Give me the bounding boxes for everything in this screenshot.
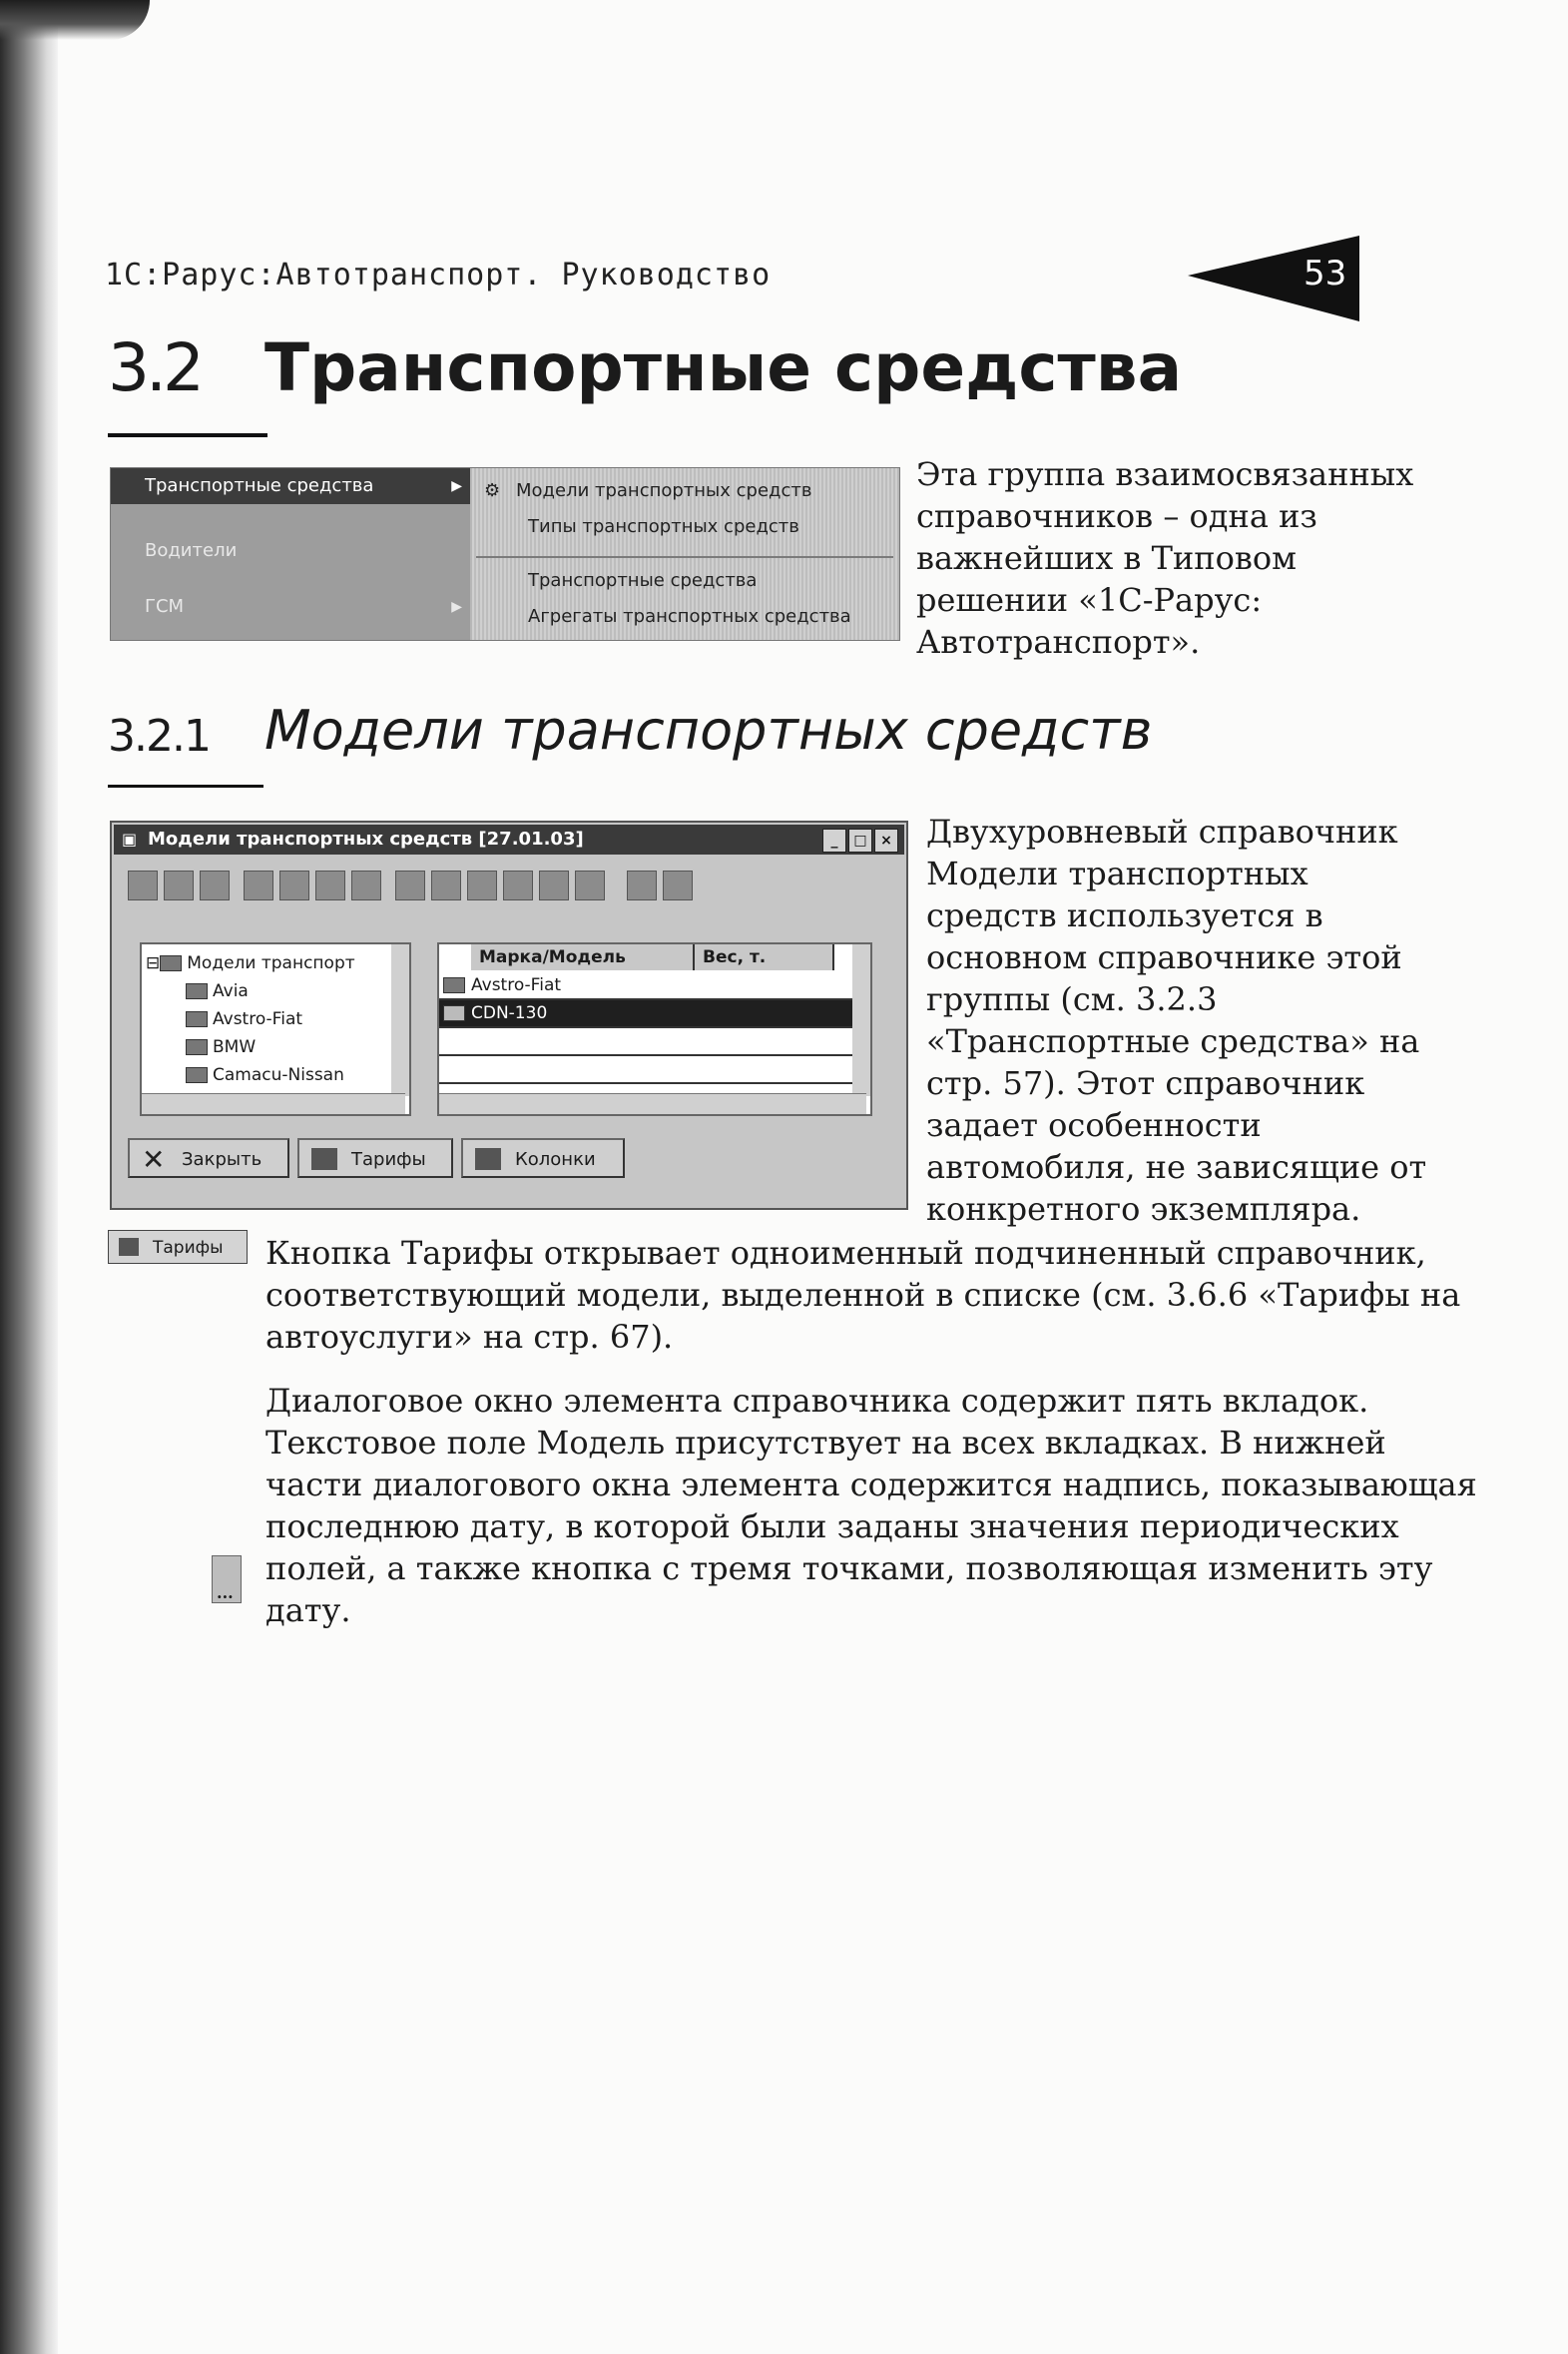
- running-title: 1С:Рарус:Автотранспорт. Руководство: [105, 258, 772, 293]
- table-row-empty: [439, 1056, 870, 1084]
- folder-icon: [186, 983, 208, 999]
- subsection-number: 3.2.1: [108, 711, 210, 762]
- tariffs-button-margin-icon: [108, 1230, 248, 1264]
- table-cell: Avstro-Fiat: [471, 975, 562, 995]
- menu-screenshot: [110, 467, 900, 641]
- text-line: автомобиля, не зависящие от: [926, 1148, 1427, 1186]
- page-number: 53: [1304, 254, 1347, 294]
- submenu-separator: [476, 556, 893, 558]
- text-line: дату.: [265, 1591, 351, 1629]
- text-line: важнейших в Типовом: [916, 539, 1298, 577]
- section-rule: [108, 433, 267, 437]
- tree-item-label: Модели транспорт: [187, 953, 355, 973]
- tree-item-root[interactable]: [146, 950, 355, 976]
- toolbar-list-icon[interactable]: [575, 871, 605, 900]
- tree-vertical-scrollbar[interactable]: [391, 944, 409, 1096]
- button-label: Закрыть: [182, 1149, 262, 1170]
- text-line: соответствующий модели, выделенной в списке (см. 3.6.6 «Тарифы на: [265, 1276, 1461, 1314]
- window-title: Модели транспортных средств [27.01.03]: [148, 829, 584, 850]
- models-icon: ⚙: [484, 480, 501, 501]
- toolbar-tree-icon[interactable]: [539, 871, 569, 900]
- models-window-screenshot: [110, 821, 908, 1210]
- tree-item-label: Avia: [213, 981, 249, 1001]
- folder-icon: [186, 1067, 208, 1083]
- toolbar-sort-icon[interactable]: [431, 871, 461, 900]
- folder-icon: [186, 1011, 208, 1027]
- text-line: Текстовое поле Модель присутствует на всех вкладках. В нижней: [265, 1424, 1386, 1462]
- tree-item[interactable]: [186, 1062, 344, 1088]
- dots-label: ...: [217, 1583, 234, 1602]
- window-title-bar: [114, 825, 904, 855]
- text-line: Эта группа взаимосвязанных: [916, 455, 1414, 493]
- menu-main-panel: [111, 468, 470, 640]
- toolbar-move-icon[interactable]: [351, 871, 381, 900]
- submenu-item-label: Модели транспортных средств: [516, 480, 812, 501]
- menu-item-drivers[interactable]: [111, 526, 470, 576]
- toolbar-search-icon[interactable]: [244, 871, 273, 900]
- toolbar-folder-icon[interactable]: [164, 871, 194, 900]
- text-line: автоуслуги» на стр. 67).: [265, 1318, 674, 1356]
- text-line: Модели транспортных: [926, 855, 1308, 892]
- menu-item-vehicles[interactable]: [111, 468, 470, 504]
- text-line: конкретного экземпляра.: [926, 1190, 1361, 1228]
- column-header-model[interactable]: Марка/Модель: [471, 944, 695, 970]
- text-line: справочников – одна из: [916, 497, 1317, 535]
- text-line: решении «1С-Рарус:: [916, 581, 1263, 619]
- tree-item-label: Camacu-Nissan: [213, 1065, 344, 1085]
- table-horizontal-scrollbar[interactable]: [439, 1093, 866, 1114]
- table-row-empty: [439, 1028, 870, 1056]
- tariffs-button[interactable]: [297, 1138, 453, 1178]
- submenu-item-aggregates[interactable]: [472, 600, 897, 634]
- table-row-selected[interactable]: [439, 1000, 870, 1028]
- submenu-arrow-icon: ▶: [451, 478, 462, 494]
- toolbar-new-icon[interactable]: [128, 871, 158, 900]
- model-table: [437, 942, 872, 1116]
- text-line: группы (см. 3.2.3: [926, 980, 1218, 1018]
- menu-item-label: ГСМ: [145, 596, 185, 617]
- tree-item-label: Avstro-Fiat: [213, 1009, 303, 1029]
- book-spine-shadow: [0, 0, 58, 2354]
- text-line: полей, а также кнопка с тремя точками, позволяющая изменить эту: [265, 1549, 1433, 1587]
- submenu-item-models[interactable]: [472, 474, 897, 508]
- maximize-button[interactable]: □: [848, 829, 872, 853]
- dialog-paragraph: [265, 1380, 1477, 1631]
- table-vertical-scrollbar[interactable]: [852, 944, 870, 1096]
- text-line: задает особенности: [926, 1106, 1262, 1144]
- columns-button[interactable]: [461, 1138, 625, 1178]
- collapse-icon: ⊟: [146, 953, 161, 973]
- section-intro: [916, 453, 1413, 663]
- submenu-item-types[interactable]: [472, 510, 897, 544]
- menu-item-fuel[interactable]: [111, 582, 470, 632]
- toolbar-export-icon[interactable]: [503, 871, 533, 900]
- subsection-title: Модели транспортных средств: [264, 699, 1153, 762]
- button-label: Тарифы: [153, 1238, 224, 1258]
- tree-item-label: BMW: [213, 1037, 257, 1057]
- button-label: Колонки: [515, 1149, 596, 1170]
- window-app-icon: ▣: [122, 830, 138, 849]
- text-line: Автотранспорт».: [916, 623, 1201, 661]
- close-button[interactable]: ×: [874, 829, 898, 853]
- menu-item-label: Водители: [145, 540, 238, 561]
- toolbar-help-icon[interactable]: [627, 871, 657, 900]
- text-line: Кнопка Тарифы открывает одноименный подчиненный справочник,: [265, 1234, 1426, 1272]
- table-row[interactable]: [439, 972, 870, 1000]
- minimize-button[interactable]: _: [822, 829, 846, 853]
- toolbar-delete-icon[interactable]: [315, 871, 345, 900]
- table-cell: CDN-130: [471, 1003, 548, 1023]
- text-line: последнюю дату, в которой были заданы значения периодических: [265, 1507, 1399, 1545]
- column-header-weight[interactable]: Вес, т.: [695, 944, 834, 970]
- text-line: средств используется в: [926, 896, 1323, 934]
- submenu-item-label: Типы транспортных средств: [528, 516, 799, 537]
- close-window-button[interactable]: [128, 1138, 289, 1178]
- submenu-arrow-icon: ▶: [451, 599, 462, 615]
- toolbar-copy-icon[interactable]: [200, 871, 230, 900]
- section-number: 3.2: [108, 329, 201, 406]
- folder-icon: [160, 955, 182, 971]
- button-label: Тарифы: [351, 1149, 426, 1170]
- toolbar-filter-icon[interactable]: [395, 871, 425, 900]
- model-tree[interactable]: [140, 942, 411, 1116]
- section-title: Транспортные средства: [264, 329, 1183, 406]
- tariffs-icon: [311, 1148, 337, 1170]
- folder-icon: [186, 1039, 208, 1055]
- tree-item[interactable]: [186, 978, 249, 1004]
- text-line: Диалоговое окно элемента справочника содержит пять вкладок.: [265, 1382, 1369, 1420]
- columns-icon: [475, 1148, 501, 1170]
- submenu-item-label: Агрегаты транспортных средства: [528, 606, 851, 627]
- corner-shadow: [0, 0, 150, 40]
- three-dots-button-icon: [212, 1555, 242, 1603]
- text-line: основном справочнике этой: [926, 938, 1402, 976]
- tree-item[interactable]: [186, 1006, 302, 1032]
- submenu-item-vehicles[interactable]: [472, 564, 897, 598]
- toolbar-print-icon[interactable]: [467, 871, 497, 900]
- close-x-icon: ✕: [142, 1143, 166, 1176]
- tree-item[interactable]: [186, 1034, 256, 1060]
- text-line: части диалогового окна элемента содержится надпись, показывающая: [265, 1466, 1477, 1503]
- text-line: стр. 57). Этот справочник: [926, 1064, 1365, 1102]
- toolbar-context-help-icon[interactable]: [663, 871, 693, 900]
- text-line: Двухуровневый справочник: [926, 813, 1398, 851]
- submenu-panel: [472, 468, 897, 640]
- toolbar-edit-icon[interactable]: [279, 871, 309, 900]
- tariffs-paragraph: [265, 1232, 1460, 1358]
- text-line: «Транспортные средства» на: [926, 1022, 1420, 1060]
- toolbar: [128, 867, 767, 906]
- tree-horizontal-scrollbar[interactable]: [142, 1093, 405, 1114]
- menu-item-label: Транспортные средства: [145, 475, 374, 496]
- subsection-description: [926, 811, 1426, 1230]
- subsection-rule: [108, 785, 263, 788]
- submenu-item-label: Транспортные средства: [528, 570, 758, 591]
- tariffs-icon: [119, 1238, 139, 1256]
